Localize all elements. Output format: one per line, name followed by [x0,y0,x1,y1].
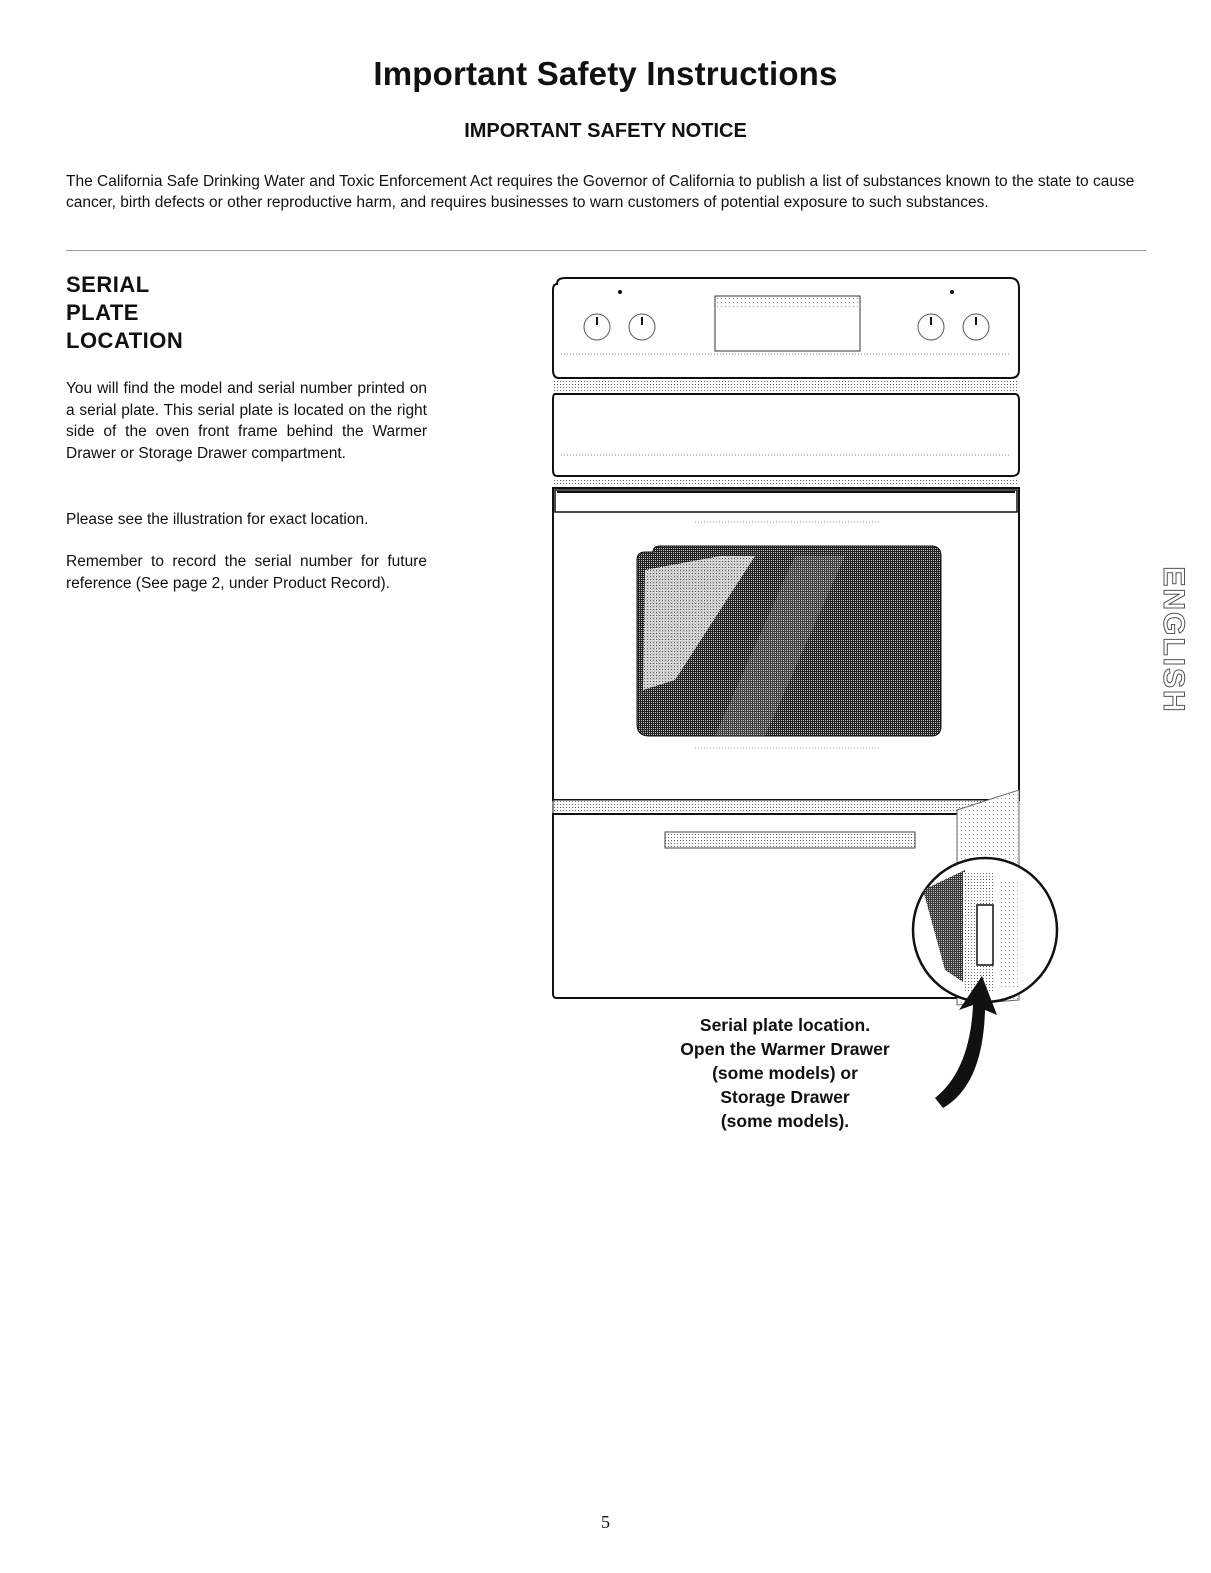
callout-line: (some models) or [712,1063,858,1083]
serial-plate-paragraph: Please see the illustration for exact location. [66,511,369,528]
serial-plate-paragraph: You will find the model and serial number printed on a serial plate. This serial plate is located on the right side of the oven front frame behind the Warmer Drawer or Storage Drawer compartment. [66,380,427,462]
control-panel [553,278,1019,378]
serial-plate-paragraph: Remember to record the serial number for future reference (See page 2, under Product Record). [66,553,427,592]
knob-icon [629,314,655,340]
serial-plate-magnifier [913,858,1057,1002]
callout-line: Open the Warmer Drawer [680,1039,890,1059]
serial-plate-heading-line: LOCATION [66,328,184,353]
serial-plate-icon [977,905,993,965]
cooktop-edge [553,380,1019,392]
callout-line: Serial plate location. [699,1015,871,1035]
range-drawing [545,270,1065,1140]
notice-heading: IMPORTANT SAFETY NOTICE [464,120,747,142]
notice-body: The California Safe Drinking Water and Toxic Enforcement Act requires the Governor of California to publish a list of substances known to the state to cause cancer, birth defects or other reproductive harm, and requires businesses to warn customers of potential exposure to such substances. [66,173,1135,211]
knob-icon [584,314,610,340]
panel-trim [553,478,1019,486]
upper-panel [553,394,1019,476]
serial-plate-heading [66,271,366,355]
language-side-tab [1153,560,1193,720]
page-title: Important Safety Instructions [373,55,838,92]
callout-line: Storage Drawer [720,1087,850,1107]
serial-plate-heading-line: SERIAL [66,272,150,297]
serial-plate-callout [545,1013,1025,1133]
range-illustration [545,270,1065,1140]
page-number: 5 [601,1512,610,1532]
knob-icon [963,314,989,340]
section-divider [66,250,1146,251]
oven-window [637,546,941,736]
serial-plate-heading-line: PLATE [66,300,139,325]
callout-line: (some models). [720,1111,850,1131]
knob-icon [918,314,944,340]
language-label: ENGLISH [1157,566,1190,714]
